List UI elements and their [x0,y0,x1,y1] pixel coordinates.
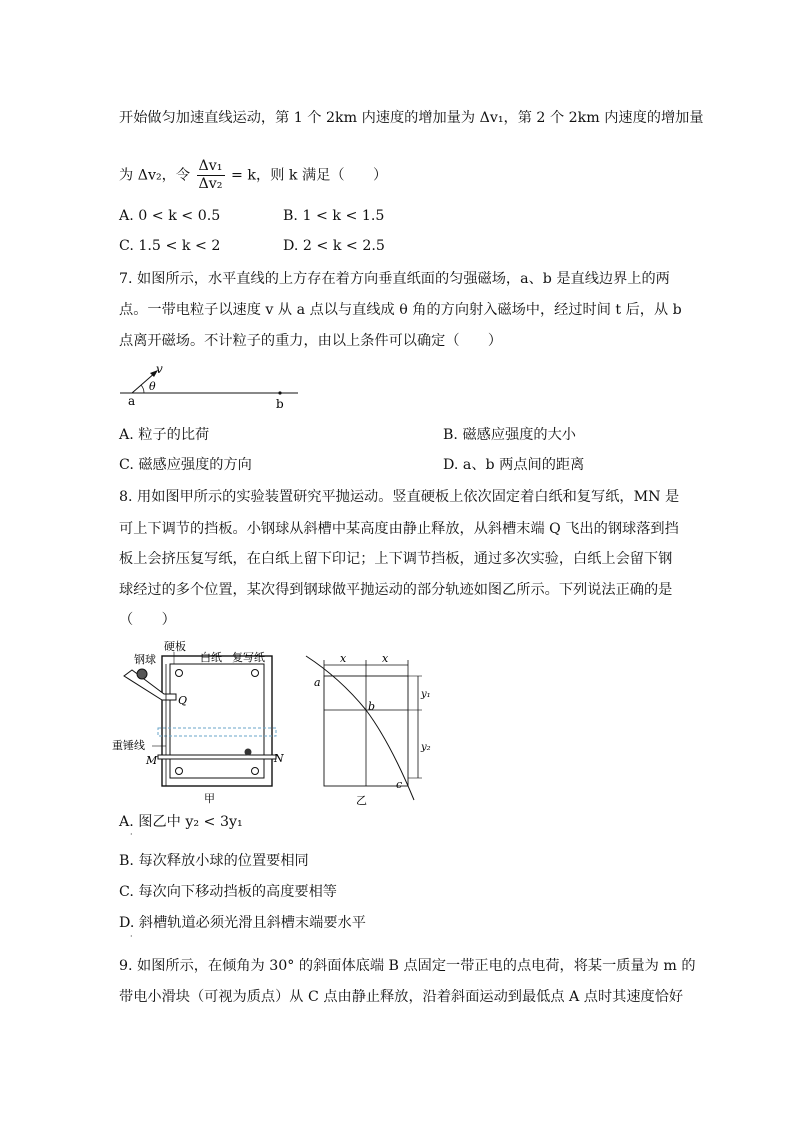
q7-option-b: B. 磁感应强度的大小 [443,427,576,443]
label-fuxiezhi: 复写纸 [232,651,265,664]
baffle-mn [158,755,276,759]
chute [124,670,176,700]
q7-option-c: C. 磁感应强度的方向 [119,457,252,473]
label-zhongchuixian: 重锤线 [112,739,145,752]
q8-line-4: 球经过的多个位置，某次得到钢球做平抛运动的部分轨迹如图乙所示。下列说法正确的是 [119,582,673,598]
q8-line-5: （ ） [119,612,176,628]
q7-label-b: b [276,397,284,411]
q6-line-2-suffix: = k，则 k 满足（ ） [231,167,388,184]
q7-point-b [278,391,281,394]
q7-label-v: v [156,362,163,376]
q7-label-a: a [128,394,136,408]
baffle-ball [245,749,252,756]
paper-strip [158,728,276,736]
q6-fraction-denominator: Δv₂ [198,176,223,192]
label-baizhi: 白纸 [200,651,222,664]
q6-option-a: A. 0 < k < 0.5 [119,208,221,224]
q7-angle-arc [141,385,144,393]
q8-option-a-dot: · [130,830,133,839]
q7-figure [118,362,308,412]
q6-line-2-prefix: 为 Δv₂，令 [119,167,191,184]
q8-option-d-dot: · [130,932,133,941]
q8-line-3: 板上会挤压复写纸，在白纸上留下印记；上下调节挡板，通过多次实验，白纸上会留下钢 [119,551,673,567]
q8-option-b: B. 每次释放小球的位置要相同 [119,853,309,869]
label-a: a [314,676,321,689]
q7-line-1: 7. 如图所示，水平直线的上方存在着方向垂直纸面的匀强磁场，a、b 是直线边界上的两 [119,271,670,287]
q6-option-b: B. 1 < k < 1.5 [283,208,385,224]
screw-bottom-left [176,768,183,775]
q8-line-1: 8. 用如图甲所示的实验装置研究平抛运动。竖直硬板上依次固定着白纸和复写纸，MN 是 [119,489,680,505]
label-yingban: 硬板 [164,640,186,653]
q7-line-2: 点。一带电粒子以速度 v 从 a 点以与直线成 θ 角的方向射入磁场中，经过时间 t 后，从 b [119,302,682,318]
board-outer [162,656,272,786]
q6-line-2 [119,158,387,193]
q8-figure-yi [300,650,440,810]
label-y1: y₁ [421,689,431,700]
label-n: N [274,752,284,765]
screw-top-left [176,670,183,677]
q8-line-2: 可上下调节的挡板。小钢球从斜槽中某高度由静止释放，从斜槽末端 Q 飞出的钢球落到挡 [119,521,679,537]
q6-fraction [197,158,225,193]
q6-fraction-numerator: Δv₁ [198,158,223,174]
label-q: Q [178,694,188,707]
caption-jia: 甲 [204,792,215,805]
caption-yi: 乙 [356,794,367,807]
label-gangqiu: 钢球 [134,653,156,666]
label-x1: x [340,652,347,665]
q8-option-a: A. 图乙中 y₂ < 3y₁ [119,814,243,830]
q7-label-theta: θ [149,380,156,393]
q7-option-a: A. 粒子的比荷 [119,427,210,443]
q7-line-3: 点离开磁场。不计粒子的重力，由以上条件可以确定（ ） [119,333,503,349]
q9-line-1: 9. 如图所示，在倾角为 30° 的斜面体底端 B 点固定一带正电的点电荷，将某一质量为 m 的 [119,958,696,974]
label-x2: x [382,652,389,665]
steel-ball [137,669,147,679]
q8-option-d: D. 斜槽轨道必须光滑且斜槽末端要水平 [119,915,366,931]
label-c: c [396,778,403,791]
label-m: M [146,754,158,767]
q6-line-1: 开始做匀加速直线运动，第 1 个 2km 内速度的增加量为 Δv₁，第 2 个 2km 内速度的增加量 [119,110,704,126]
q6-option-d: D. 2 < k < 2.5 [283,238,385,254]
label-y2: y₂ [421,742,431,753]
label-b: b [368,700,376,713]
q7-option-d: D. a、b 两点间的距离 [443,457,585,473]
screw-top-right [252,670,259,677]
q9-line-2: 带电小滑块（可视为质点）从 C 点由静止释放，沿着斜面运动到最低点 A 点时其速度恰好 [119,989,684,1005]
board-inner [170,664,264,778]
q8-figure-jia [112,638,292,808]
q8-option-c: C. 每次向下移动挡板的高度要相等 [119,884,337,900]
q6-option-c: C. 1.5 < k < 2 [119,238,221,254]
screw-bottom-right [252,768,259,775]
